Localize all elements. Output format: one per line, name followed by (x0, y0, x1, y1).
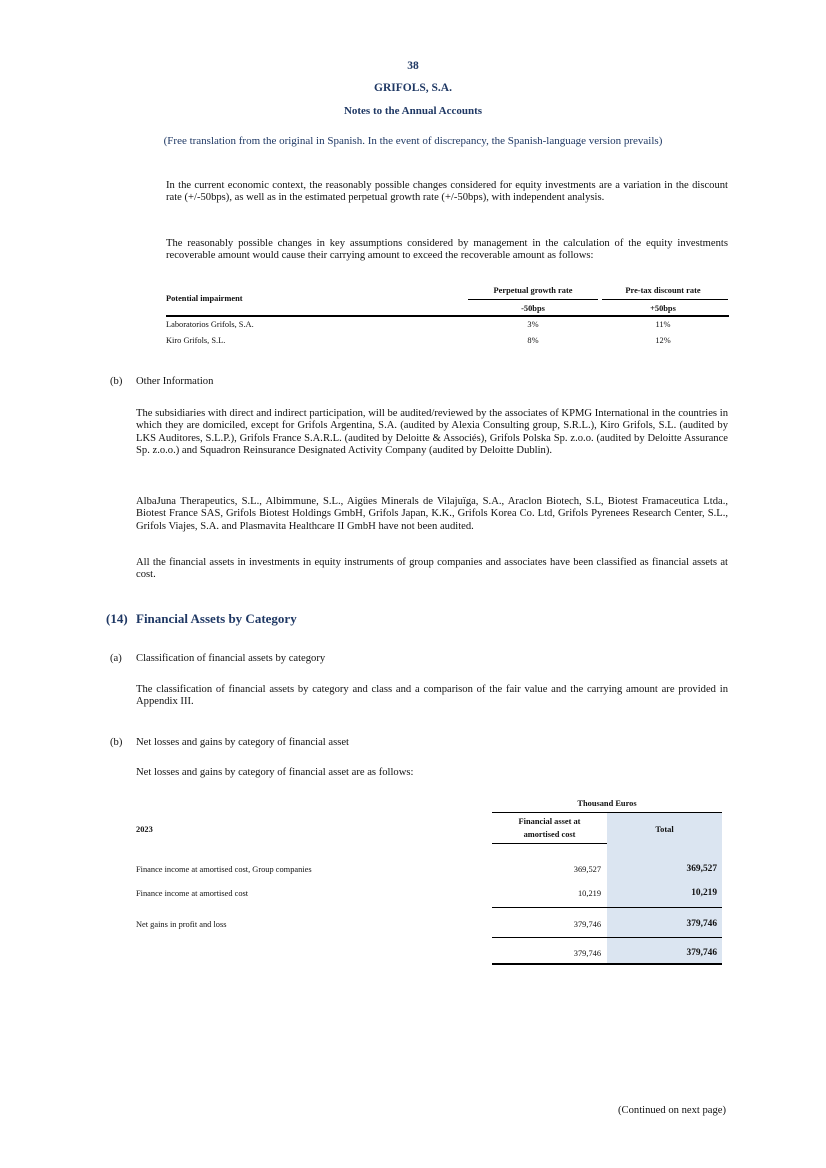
row-value: 369,527 (573, 865, 601, 874)
subsection-a-title: Classification of financial assets by category (136, 653, 326, 664)
page-number: 38 (407, 60, 419, 72)
growth-rate-sub: -50bps (521, 304, 545, 313)
col1-header-line2: amortised cost (523, 830, 576, 839)
other-info-title: Other Information (136, 376, 214, 387)
subsection-b-title: Net losses and gains by category of financial asset (136, 737, 349, 748)
row-discount-value: 11% (655, 320, 671, 329)
row-label: Finance income at amortised cost (136, 889, 249, 898)
grand-value: 379,746 (573, 949, 601, 958)
row-growth-value: 3% (527, 320, 539, 329)
other-info-paragraph-1: The subsidiaries with direct and indirect participation, will be audited/reviewed by the associates of KPMG International in the countries in which they are domiciled, except for Grifols Argentina, S.A. (audited by Alexia Consulting group, S.R.L.), Kiro Grifols, S.L. (audited by LKS Auditores, S.L.P.), Grifols France S.A.R.L. (audited by Deloitte & Associés), Grifols Polska Sp. z.o.o. (audited by Deloitte Assurance Sp. z.o.o.) and Squadron Reinsurance Designated Activity Company (audited by Deloitte Dublin). (136, 408, 728, 456)
row-label: Net gains in profit and loss (136, 920, 227, 929)
company-name: GRIFOLS, S.A. (374, 82, 452, 94)
discount-rate-header: Pre-tax discount rate (625, 286, 701, 295)
other-info-paragraph-3: All the financial assets in investments in equity instruments of group companies and associates have been classified as financial assets at cost. (136, 557, 728, 581)
row-value: 10,219 (577, 889, 601, 898)
grand-total: 379,746 (686, 948, 717, 958)
continued-note: (Continued on next page) (618, 1105, 726, 1116)
subsection-b-text: Net losses and gains by category of financial asset are as follows: (136, 767, 414, 778)
row-total: 379,746 (686, 919, 717, 929)
row-value: 379,746 (573, 920, 601, 929)
section-number: (14) (106, 611, 128, 626)
intro-paragraph-1: In the current economic context, the reasonably possible changes considered for equity investments are a variation in the discount rate (+/-50bps), as well as in the estimated perpetual growth rate (+/-50bps), with independent analysis. (166, 180, 728, 204)
row-total: 369,527 (686, 864, 717, 874)
discount-rate-sub: +50bps (650, 304, 676, 313)
row-label: Finance income at amortised cost, Group companies (136, 865, 312, 874)
total-header: Total (655, 825, 674, 834)
row-growth-value: 8% (527, 336, 539, 345)
other-info-paragraph-2: AlbaJuna Therapeutics, S.L., Albimmune, S.L., Aigües Minerals de Vilajuïga, S.A., Araclon Biotech, S.L, Biotest Framaceutica Ltda., Biotest France SAS, Grifols Biotest Holdings GmbH, Grifols Japan, K.K., Grifols Korea Co. Ltd, Grifols Pyrenees Research Center, S.L., Grifols Viajes, S.A. and Plasmavita Healthcare II GmbH have not been audited. (136, 496, 728, 532)
impairment-row-header: Potential impairment (166, 294, 243, 303)
subsection-a-text: The classification of financial assets by category and class and a comparison of the fair value and the carrying amount are provided in Appendix III. (136, 684, 728, 708)
year-label: 2023 (136, 825, 153, 834)
row-discount-value: 12% (655, 336, 671, 345)
document-title: Notes to the Annual Accounts (343, 105, 483, 117)
other-info-label: (b) (110, 376, 123, 387)
row-total: 10,219 (691, 888, 717, 898)
subsection-b-label: (b) (110, 737, 123, 748)
row-entity-name: Kiro Grifols, S.L. (166, 336, 226, 345)
growth-rate-header: Perpetual growth rate (493, 286, 573, 295)
section-title: Financial Assets by Category (136, 611, 297, 626)
translation-note: (Free translation from the original in Spanish. In the event of discrepancy, the Spanish-language version prevails) (163, 135, 663, 147)
subsection-a-label: (a) (110, 653, 122, 664)
col1-header-line1: Financial asset at (518, 817, 581, 826)
intro-paragraph-2: The reasonably possible changes in key assumptions considered by management in the calculation of the equity investments recoverable amount would cause their carrying amount to exceed the recoverable amount as follows: (166, 238, 728, 262)
unit-header: Thousand Euros (577, 799, 637, 808)
row-entity-name: Laboratorios Grifols, S.A. (166, 320, 254, 329)
